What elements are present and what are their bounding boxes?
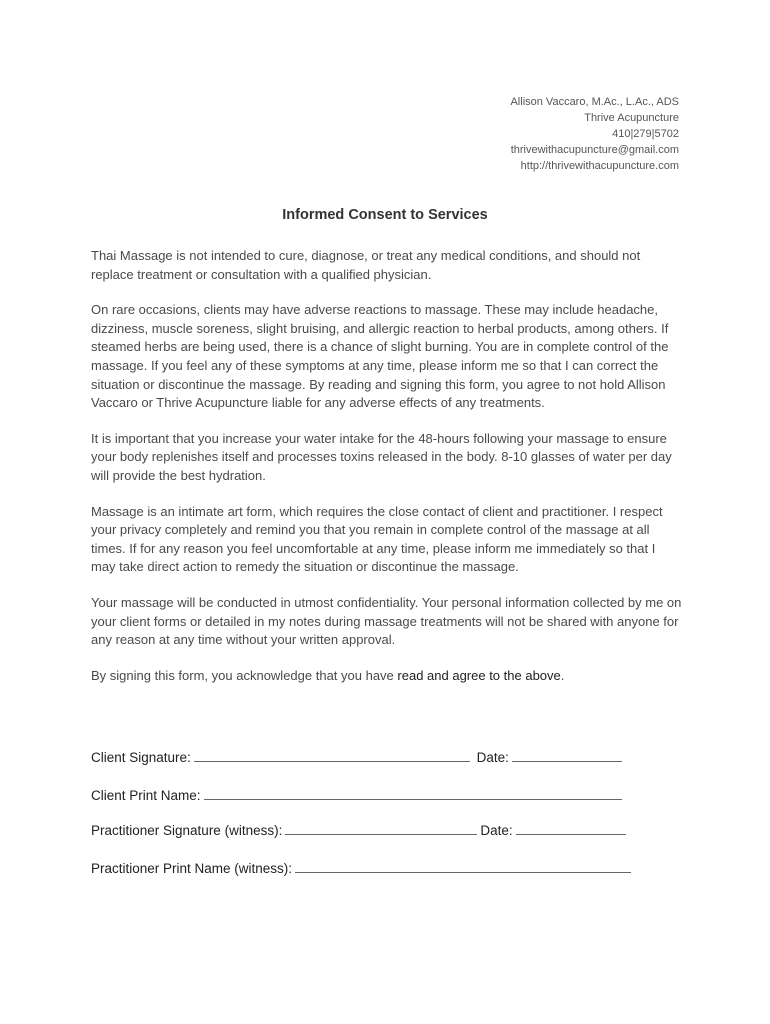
practitioner-header xyxy=(510,94,679,174)
practitioner-print-name-line[interactable] xyxy=(295,859,631,873)
practitioner-print-name-row xyxy=(91,859,634,876)
consent-body xyxy=(91,247,683,702)
paragraph-disclaimer: Thai Massage is not intended to cure, diagnose, or treat any medical conditions, and should not replace treatment or consultation with a qualified physician. xyxy=(91,248,641,282)
date-label: Date: xyxy=(480,823,513,838)
date-label: Date: xyxy=(476,750,509,765)
acknowledge-suffix: . xyxy=(560,667,565,683)
business-name: Thrive Acupuncture xyxy=(584,112,679,124)
paragraph-privacy: Massage is an intimate art form, which requires the close contact of client and practitioner. I respect your privacy completely and remind you that you remain in complete control of the massage at all times. If for any reason you feel uncomfortable at any time, please inform me immediately so that I may take direct action to remedy the situation or discontinue the massage. xyxy=(91,503,663,575)
email-address: thrivewithacupuncture@gmail.com xyxy=(510,144,679,156)
client-signature-row xyxy=(91,748,625,765)
practitioner-signature-line[interactable] xyxy=(285,821,477,835)
client-signature-line[interactable] xyxy=(194,748,470,762)
practitioner-signature-label: Practitioner Signature (witness): xyxy=(91,823,283,838)
client-print-name-line[interactable] xyxy=(204,786,622,800)
practitioner-date-line[interactable] xyxy=(516,821,626,835)
client-print-name-row xyxy=(91,786,625,803)
paragraph-confidentiality: Your massage will be conducted in utmost confidentiality. Your personal information collected by me on your client forms or detailed in my notes during massage treatments will not be shared with anyone for any reason at any time without your written approval. xyxy=(91,594,682,648)
client-print-name-label: Client Print Name: xyxy=(91,788,201,803)
practitioner-name: Allison Vaccaro, M.Ac., L.Ac., ADS xyxy=(510,96,679,108)
paragraph-hydration: It is important that you increase your water intake for the 48-hours following your massage to ensure your body replenishes itself and processes toxins released in the body. 8-10 glasses of water per day will provide the best hydration. xyxy=(91,430,672,483)
phone-number: 410|279|5702 xyxy=(612,128,679,140)
client-date-line[interactable] xyxy=(512,748,622,762)
acknowledge-emphasis: read and agree to the above xyxy=(397,667,561,683)
practitioner-signature-row xyxy=(91,821,629,838)
client-signature-label: Client Signature: xyxy=(91,750,191,765)
paragraph-acknowledgement xyxy=(91,667,683,686)
acknowledge-prefix: By signing this form, you acknowledge that you have xyxy=(91,667,398,683)
website-url: http://thrivewithacupuncture.com xyxy=(520,160,679,172)
document-title: Informed Consent to Services xyxy=(282,207,488,223)
practitioner-print-name-label: Practitioner Print Name (witness): xyxy=(91,861,293,876)
paragraph-adverse-reactions: On rare occasions, clients may have adverse reactions to massage. These may include headache, dizziness, muscle soreness, slight bruising, and allergic reaction to herbal products, among others. If steamed herbs are being used, there is a chance of slight burning. You are in complete control of the massage. If you feel any of these symptoms at any time, please inform me so that I can correct the situation or discontinue the massage. By reading and signing this form, you agree to not hold Allison Vaccaro or Thrive Acupuncture liable for any adverse effects of any treatments. xyxy=(91,302,669,411)
